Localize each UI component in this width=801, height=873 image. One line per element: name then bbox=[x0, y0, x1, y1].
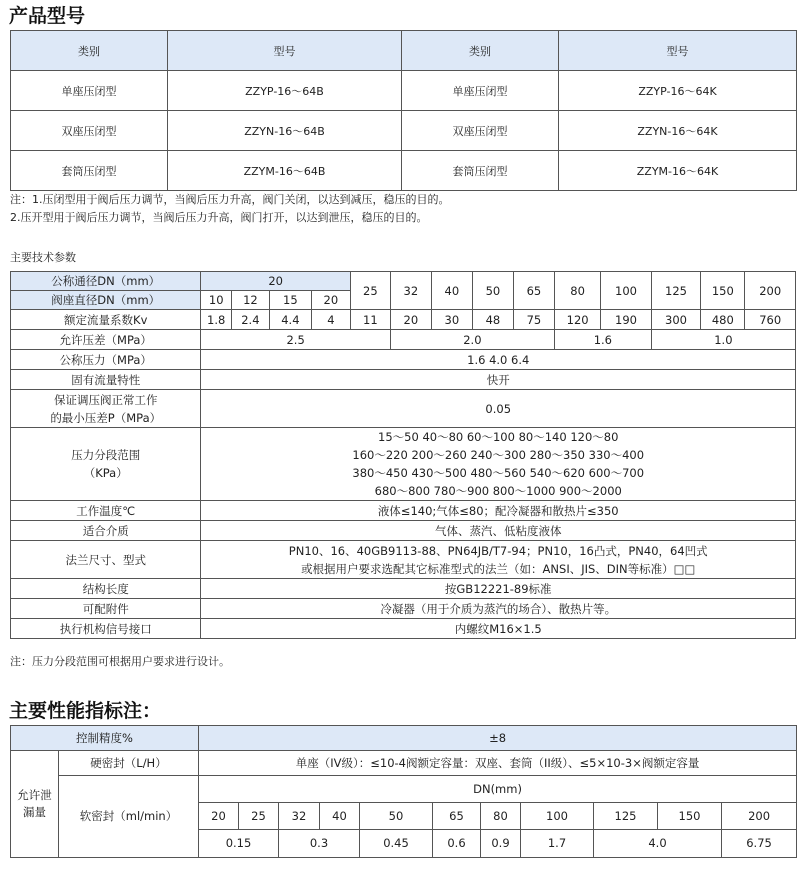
table-cell: 单座压闭型 bbox=[11, 71, 168, 111]
table-cell: ZZYN-16～64B bbox=[168, 111, 402, 151]
table-cell: 双座压闭型 bbox=[11, 111, 168, 151]
kv-cell: 1.8 bbox=[201, 310, 232, 330]
kv-cell: 190 bbox=[601, 310, 652, 330]
seat-cell: 20 bbox=[311, 291, 350, 310]
seat-label: 阀座直径DN（mm） bbox=[11, 291, 201, 310]
seat-cell: 12 bbox=[231, 291, 269, 310]
dn-cell: 80 bbox=[481, 803, 521, 830]
acc-label: 可配附件 bbox=[11, 599, 201, 619]
leak-value-cell: 1.7 bbox=[521, 830, 594, 858]
dn-cell: 125 bbox=[651, 272, 700, 310]
range-label-line: （KPa） bbox=[83, 466, 128, 480]
dp-cell: 1.0 bbox=[651, 330, 795, 350]
soft-seal-label: 软密封（ml/min） bbox=[59, 776, 199, 858]
dn-cell: 150 bbox=[658, 803, 722, 830]
dp-cell: 2.5 bbox=[201, 330, 390, 350]
table-row bbox=[11, 599, 796, 619]
tech-params-note: 注：压力分段范围可根据用户要求进行设计。 bbox=[10, 655, 230, 668]
table-row bbox=[11, 151, 797, 191]
product-model-table bbox=[10, 30, 797, 191]
leak-label bbox=[11, 751, 59, 858]
header-model: 型号 bbox=[168, 31, 402, 71]
dn-cell: 100 bbox=[601, 272, 652, 310]
temp-label: 工作温度℃ bbox=[11, 501, 201, 521]
dn-cell: 65 bbox=[513, 272, 554, 310]
flange-line: PN10、16、40GB9113-88、PN64JB/T7-94；PN10，16凸式，PN40，64凹式 bbox=[288, 543, 708, 558]
seat-cell: 15 bbox=[269, 291, 311, 310]
length-value: 按GB12221-89标准 bbox=[201, 579, 796, 599]
kv-cell: 480 bbox=[701, 310, 745, 330]
kv-cell: 4 bbox=[311, 310, 350, 330]
flange-value bbox=[201, 541, 796, 579]
dn-cell: 65 bbox=[433, 803, 481, 830]
table-row bbox=[11, 330, 796, 350]
dn-cell: 40 bbox=[431, 272, 472, 310]
table-cell: ZZYM-16～64K bbox=[559, 151, 797, 191]
performance-table bbox=[10, 725, 797, 858]
kv-cell: 11 bbox=[350, 310, 390, 330]
table-cell: ZZYP-16～64K bbox=[559, 71, 797, 111]
flange-label: 法兰尺寸、型式 bbox=[11, 541, 201, 579]
table-row bbox=[11, 310, 796, 330]
dn-cell: 50 bbox=[472, 272, 513, 310]
length-label: 结构长度 bbox=[11, 579, 201, 599]
leak-value-cell: 4.0 bbox=[594, 830, 722, 858]
table-row bbox=[11, 521, 796, 541]
dn-20-cell: 20 bbox=[201, 272, 350, 291]
acc-value: 冷凝器（用于介质为蒸汽的场合）、散热片等。 bbox=[201, 599, 796, 619]
dn-cell: 125 bbox=[594, 803, 658, 830]
kv-cell: 4.4 bbox=[269, 310, 311, 330]
kv-cell: 30 bbox=[431, 310, 472, 330]
dn-cell: 200 bbox=[745, 272, 796, 310]
dn-cell: 32 bbox=[390, 272, 431, 310]
table-cell: ZZYP-16～64B bbox=[168, 71, 402, 111]
tech-params-table bbox=[10, 271, 796, 639]
dn-cell: 80 bbox=[554, 272, 600, 310]
table-cell: ZZYM-16～64B bbox=[168, 151, 402, 191]
medium-label: 适合介质 bbox=[11, 521, 201, 541]
dp-label: 允许压差（MPa） bbox=[11, 330, 201, 350]
dn-cell: 32 bbox=[279, 803, 320, 830]
range-line: 15～50 40～80 60～100 80～140 120～80 bbox=[378, 430, 619, 444]
min-dp-label-line: 保证调压阀正常工作 bbox=[53, 392, 158, 407]
table-row bbox=[11, 272, 796, 291]
leak-value-cell: 0.45 bbox=[360, 830, 433, 858]
leak-value-cell: 6.75 bbox=[722, 830, 797, 858]
dn-cell: 20 bbox=[199, 803, 239, 830]
leak-value-cell: 0.3 bbox=[279, 830, 360, 858]
dn-cell: 150 bbox=[701, 272, 745, 310]
leak-value-cell: 0.9 bbox=[481, 830, 521, 858]
kv-cell: 48 bbox=[472, 310, 513, 330]
dp-cell: 2.0 bbox=[390, 330, 554, 350]
dn-label: 公称通径DN（mm） bbox=[11, 272, 201, 291]
table-row bbox=[11, 111, 797, 151]
table-row bbox=[11, 501, 796, 521]
precision-label: 控制精度% bbox=[11, 726, 199, 751]
kv-cell: 75 bbox=[513, 310, 554, 330]
pn-label: 公称压力（MPa） bbox=[11, 350, 201, 370]
leak-value-cell: 0.6 bbox=[433, 830, 481, 858]
table-cell: 套筒压闭型 bbox=[402, 151, 559, 191]
table-row bbox=[11, 619, 796, 639]
table-row bbox=[11, 428, 796, 501]
range-line: 680～800 780～900 800～1000 900～2000 bbox=[374, 484, 622, 498]
table-row bbox=[11, 579, 796, 599]
model-note-2: 2.压开型用于阀后压力调节，当阀后压力升高，阀门打开，以达到泄压，稳压的目的。 bbox=[10, 211, 428, 224]
range-line: 380～450 430～500 480～560 540～620 600～700 bbox=[352, 466, 645, 480]
product-model-title: 产品型号 bbox=[9, 5, 86, 27]
hard-seal-label: 硬密封（L/H） bbox=[59, 751, 199, 776]
range-label bbox=[11, 428, 201, 501]
header-category: 类别 bbox=[11, 31, 168, 71]
table-row bbox=[11, 751, 797, 776]
precision-value: ±8 bbox=[199, 726, 797, 751]
leak-label-line: 漏量 bbox=[23, 805, 46, 819]
performance-title: 主要性能指标注： bbox=[9, 700, 162, 722]
kv-cell: 20 bbox=[390, 310, 431, 330]
kv-cell: 2.4 bbox=[231, 310, 269, 330]
flow-label: 固有流量特性 bbox=[11, 370, 201, 390]
tech-params-title: 主要技术参数 bbox=[10, 251, 76, 264]
dn-header: DN(mm) bbox=[199, 776, 797, 803]
seat-cell: 10 bbox=[201, 291, 232, 310]
pn-value: 1.6 4.0 6.4 bbox=[201, 350, 796, 370]
flow-value: 快开 bbox=[201, 370, 796, 390]
min-dp-label-line: 的最小压差P（MPa） bbox=[50, 410, 162, 425]
table-row bbox=[11, 370, 796, 390]
kv-cell: 760 bbox=[745, 310, 796, 330]
min-dp-value: 0.05 bbox=[201, 390, 796, 428]
dn-cell: 40 bbox=[320, 803, 360, 830]
kv-cell: 300 bbox=[651, 310, 700, 330]
range-line: 160～220 200～260 240～300 280～350 330～400 bbox=[352, 448, 645, 462]
table-row bbox=[11, 71, 797, 111]
iface-label: 执行机构信号接口 bbox=[11, 619, 201, 639]
kv-label: 额定流量系数Kv bbox=[11, 310, 201, 330]
header-category: 类别 bbox=[402, 31, 559, 71]
table-cell: ZZYN-16～64K bbox=[559, 111, 797, 151]
dn-cell: 25 bbox=[239, 803, 279, 830]
leak-value-cell: 0.15 bbox=[199, 830, 279, 858]
range-label-line: 压力分段范围 bbox=[71, 448, 141, 462]
table-cell: 套筒压闭型 bbox=[11, 151, 168, 191]
iface-value: 内螺纹M16×1.5 bbox=[201, 619, 796, 639]
table-header-row bbox=[11, 31, 797, 71]
dn-cell: 50 bbox=[360, 803, 433, 830]
model-note-1: 注：1.压闭型用于阀后压力调节，当阀后压力升高，阀门关闭，以达到减压，稳压的目的。 bbox=[10, 193, 450, 206]
dn-cell: 200 bbox=[722, 803, 797, 830]
dp-cell: 1.6 bbox=[554, 330, 651, 350]
table-cell: 单座压闭型 bbox=[402, 71, 559, 111]
hard-seal-value: 单座（IV级）：≤10-4阀额定容量：双座、套筒（II级）、≤5×10-3×阀额定容量 bbox=[199, 751, 797, 776]
kv-cell: 120 bbox=[554, 310, 600, 330]
flange-line: 或根据用户要求选配其它标准型式的法兰（如：ANSI、JIS、DIN等标准）□□ bbox=[301, 561, 696, 576]
dn-cell: 25 bbox=[350, 272, 390, 310]
leak-label-line: 允许泄 bbox=[17, 788, 52, 802]
table-row bbox=[11, 776, 797, 803]
table-cell: 双座压闭型 bbox=[402, 111, 559, 151]
table-row bbox=[11, 726, 797, 751]
table-row bbox=[11, 541, 796, 579]
temp-value: 液体≤140;气体≤80；配冷凝器和散热片≤350 bbox=[201, 501, 796, 521]
range-value bbox=[201, 428, 796, 501]
medium-value: 气体、蒸汽、低粘度液体 bbox=[201, 521, 796, 541]
table-row bbox=[11, 350, 796, 370]
table-row bbox=[11, 390, 796, 428]
min-dp-label bbox=[11, 390, 201, 428]
header-model: 型号 bbox=[559, 31, 797, 71]
dn-cell: 100 bbox=[521, 803, 594, 830]
